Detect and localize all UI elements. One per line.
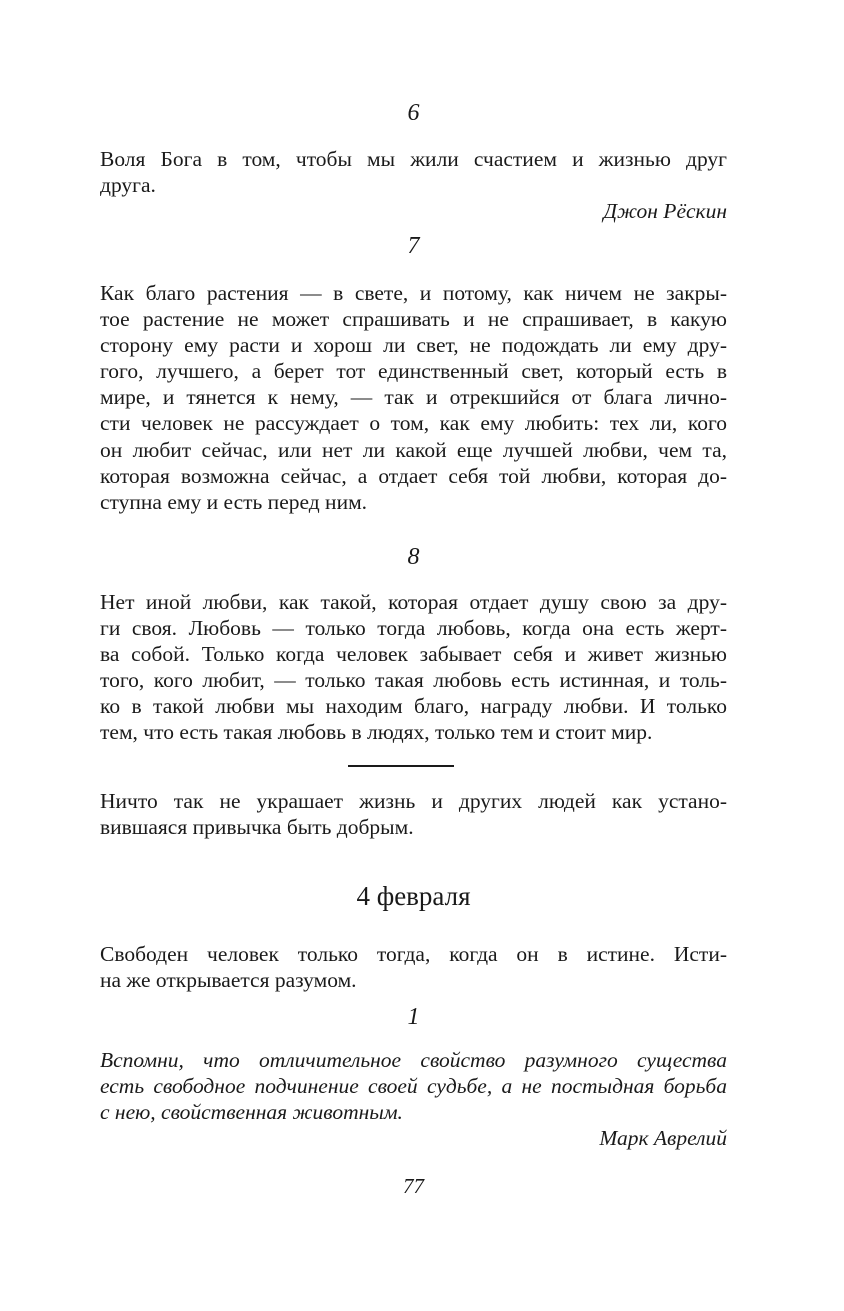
text-line: есть свободное подчинение своей судьбе, а не постыдная борьба (100, 1074, 727, 1099)
text-line: которая возможна сейчас, а отдает себя той любви, которая до- (100, 463, 727, 488)
text-line: ги своя. Любовь — только тогда любовь, когда она есть жерт- (100, 616, 727, 641)
text-line: Свободен человек только тогда, когда он в истине. Исти- (100, 942, 727, 966)
text-line: Ничто так не украшает жизнь и других людей как устано- (100, 789, 727, 813)
section-text (100, 589, 727, 746)
text-line: вившаяся привычка быть добрым. (100, 815, 414, 840)
section-number: 7 (407, 233, 420, 259)
section-text (100, 1047, 727, 1125)
day-heading: 4 февраля (356, 881, 471, 911)
text-line: сторону ему расти и хорош ли свет, не подождать ли ему дру- (100, 333, 727, 358)
quote-author: Джон Рёскин (603, 199, 727, 223)
text-line: того, кого любит, — только такая любовь есть истинная, и толь- (100, 668, 727, 693)
text-line: ступна ему и есть перед ним. (100, 489, 368, 514)
section-number: 6 (407, 100, 420, 126)
section-text (100, 146, 727, 198)
closing-text (100, 788, 727, 840)
text-line: Как благо растения — в свете, и потому, как ничем не закры- (100, 281, 727, 305)
section-number: 8 (407, 544, 420, 570)
text-line: на же открывается разумом. (100, 968, 357, 993)
text-line: Нет иной любви, как такой, которая отдает душу свою за дру- (100, 590, 727, 614)
day-intro (100, 941, 727, 993)
text-line: Воля Бога в том, чтобы мы жили счастием и жизнью друг (100, 147, 727, 171)
text-line: тем, что есть такая любовь в людях, только тем и стоит мир. (100, 720, 653, 745)
text-line: сти человек не рассуждает о том, как ему любить: тех ли, кого (100, 411, 727, 436)
text-line: ко в такой любви мы находим благо, награду любви. И только (100, 694, 727, 719)
text-line: друга. (100, 173, 156, 198)
text-line: мире, и тянется к нему, — так и отрекшийся от блага лично- (100, 385, 727, 410)
text-line: тое растение не может спрашивать и не спрашивает, в какую (100, 307, 727, 332)
text-line: с нею, свойственная животным. (100, 1100, 403, 1125)
page-number: 77 (403, 1174, 424, 1198)
text-line: гого, лучшего, а берет тот единственный свет, который есть в (100, 359, 727, 384)
section-number: 1 (407, 1004, 420, 1030)
text-line: ва собой. Только когда человек забывает себя и живет жизнью (100, 642, 727, 667)
quote-author: Марк Аврелий (599, 1126, 727, 1150)
text-line: он любит сейчас, или нет ли какой еще лучшей любви, чем та, (100, 437, 727, 462)
text-line: Вспомни, что отличительное свойство разумного существа (100, 1048, 727, 1072)
section-divider (348, 765, 454, 767)
section-text (100, 280, 727, 515)
